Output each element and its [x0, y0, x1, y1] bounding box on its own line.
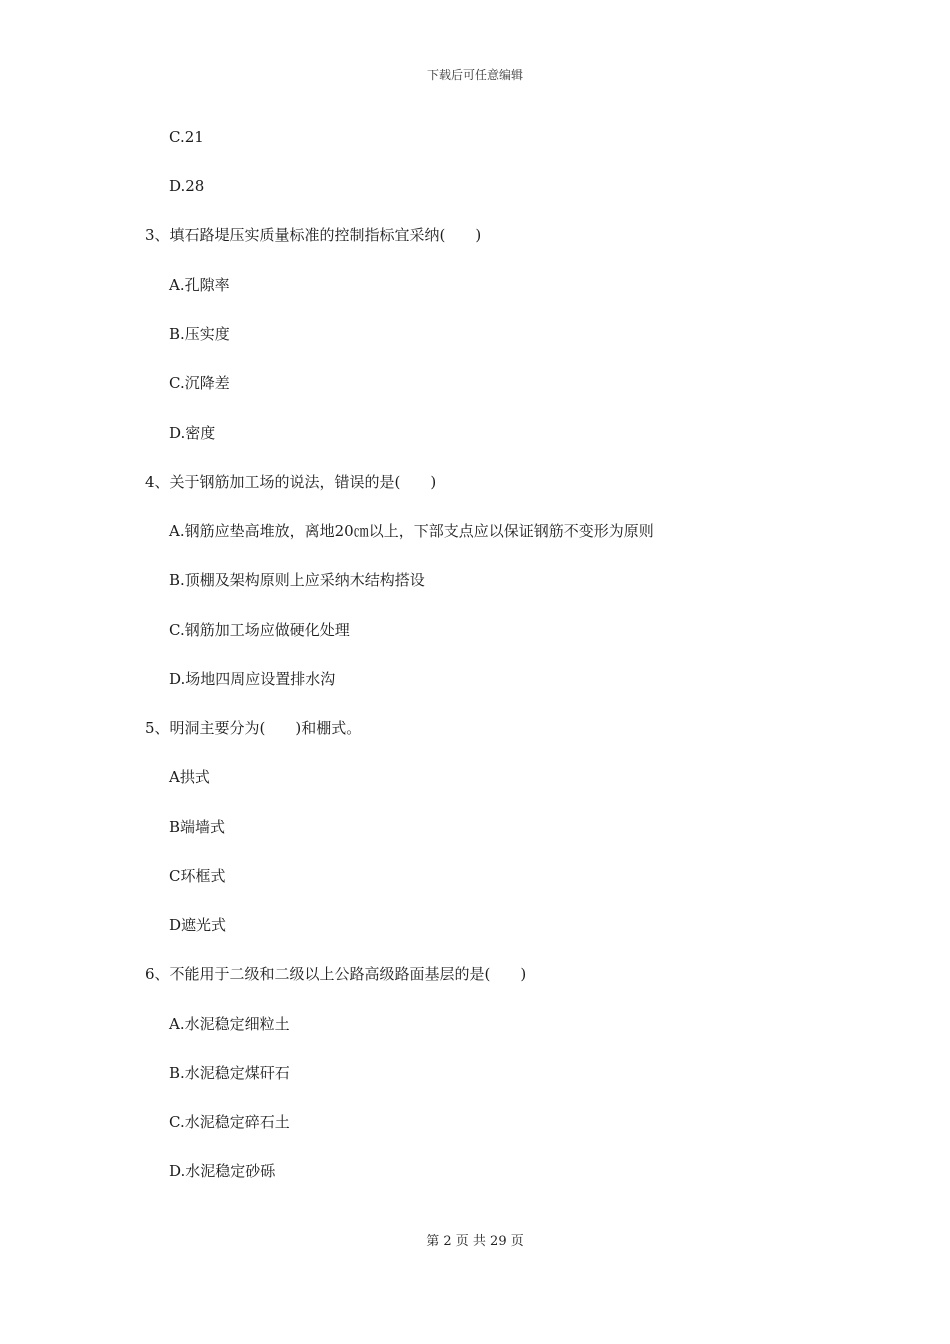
question-6-option-a: A.水泥稳定细粒土	[169, 1015, 290, 1033]
question-4-option-a: A.钢筋应垫高堆放，离地20㎝以上，下部支点应以保证钢筋不变形为原则	[169, 522, 654, 540]
question-4: 4、关于钢筋加工场的说法，错误的是( )	[145, 473, 437, 491]
question-6: 6、不能用于二级和二级以上公路高级路面基层的是( )	[145, 965, 527, 983]
question-3-option-b: B.压实度	[169, 325, 230, 343]
option-d-prev: D.28	[169, 177, 205, 195]
page-number: 第 2 页 共 29 页	[426, 1234, 524, 1249]
question-3-option-c: C.沉降差	[169, 374, 230, 392]
question-6-option-c: C.水泥稳定碎石土	[169, 1113, 290, 1131]
question-5: 5、明洞主要分为( )和棚式。	[145, 719, 362, 737]
question-4-option-b: B.顶棚及架构原则上应采纳木结构搭设	[169, 571, 425, 589]
question-6-option-b: B.水泥稳定煤矸石	[169, 1064, 290, 1082]
page-header-note: 下载后可任意编辑	[426, 68, 523, 82]
question-4-option-c: C.钢筋加工场应做硬化处理	[169, 621, 350, 639]
question-5-option-a: A拱式	[169, 768, 210, 786]
question-3: 3、填石路堤压实质量标准的控制指标宜采纳( )	[145, 226, 482, 244]
question-5-option-c: C环框式	[169, 867, 226, 885]
question-5-option-d: D遮光式	[169, 916, 227, 934]
question-3-option-d: D.密度	[169, 424, 216, 442]
question-3-option-a: A.孔隙率	[169, 276, 230, 294]
option-c-prev: C.21	[169, 128, 204, 146]
question-5-option-b: B端墙式	[169, 818, 226, 836]
question-4-option-d: D.场地四周应设置排水沟	[169, 670, 336, 688]
question-6-option-d: D.水泥稳定砂砾	[169, 1162, 276, 1180]
